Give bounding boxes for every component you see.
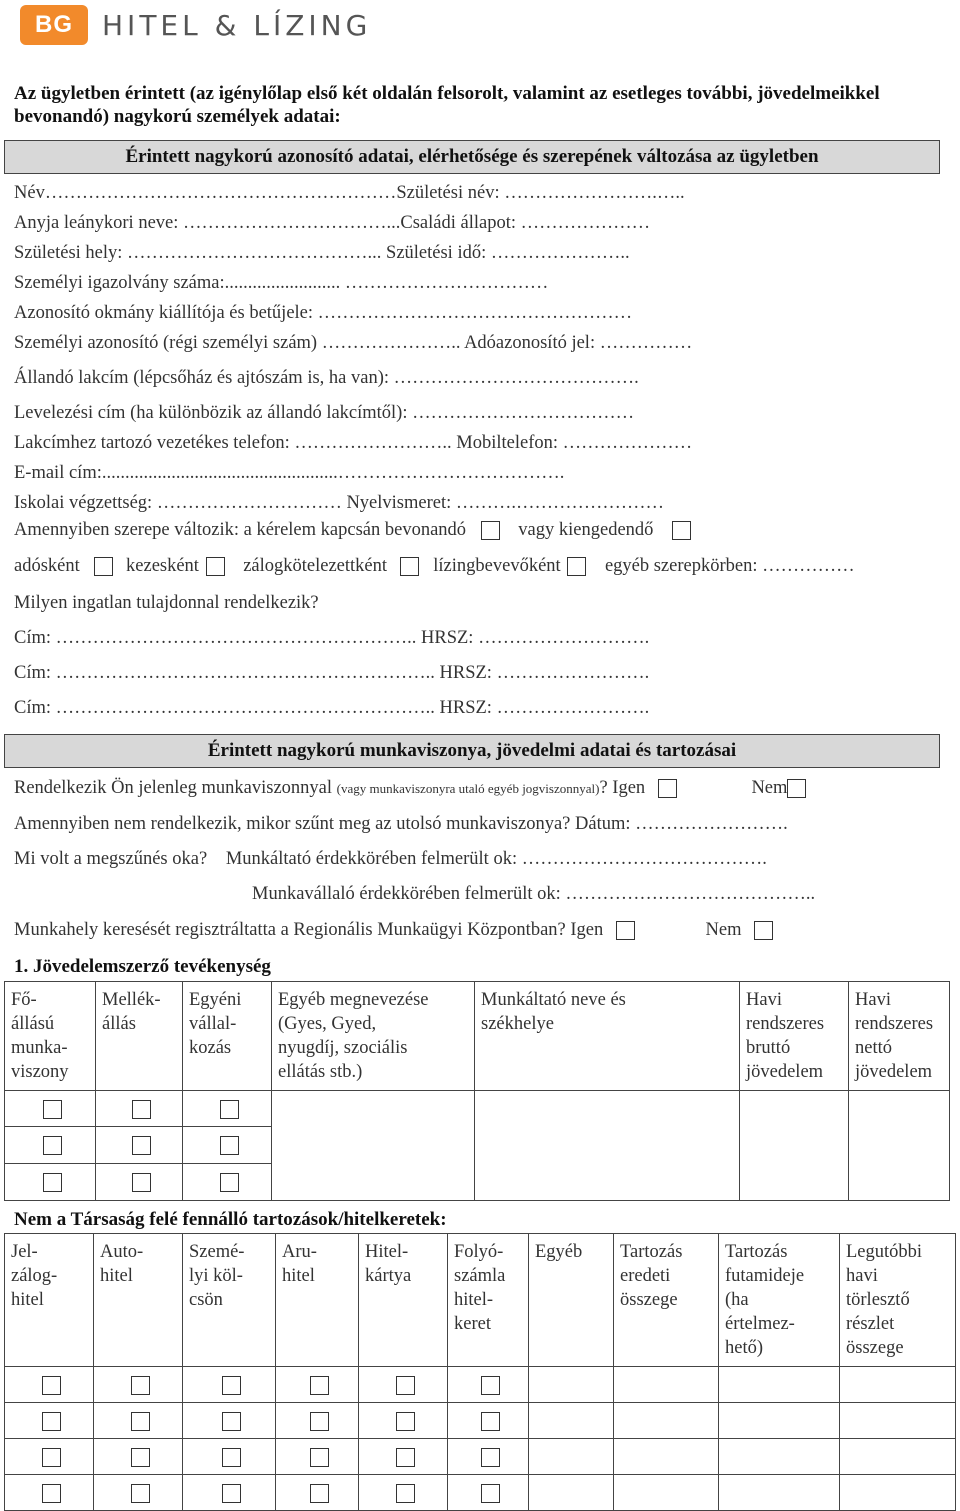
- debt-checkbox[interactable]: [396, 1448, 415, 1467]
- income-header: Egyéni vállal- kozás: [183, 982, 272, 1091]
- debt-header-row: [5, 1234, 956, 1367]
- job-search-yes-checkbox[interactable]: [616, 921, 635, 940]
- employer-cell[interactable]: [475, 1091, 740, 1201]
- income-checkbox[interactable]: [132, 1100, 151, 1119]
- debt-original-amount-cell[interactable]: [614, 1475, 719, 1511]
- debt-other-cell[interactable]: [529, 1403, 614, 1439]
- income-checkbox[interactable]: [43, 1100, 62, 1119]
- income-checkbox[interactable]: [220, 1100, 239, 1119]
- income-table: [4, 981, 950, 1201]
- debt-checkbox[interactable]: [310, 1484, 329, 1503]
- debt-header: Auto- hitel: [94, 1234, 183, 1367]
- income-checkbox[interactable]: [43, 1173, 62, 1192]
- email-line[interactable]: E-mail cím:...................................................……………………………….: [14, 463, 565, 483]
- debt-checkbox[interactable]: [131, 1484, 150, 1503]
- permanent-address-line[interactable]: Állandó lakcím (lépcsőház és ajtószám is, ha van): ………………………………….: [14, 368, 639, 388]
- lessee-checkbox[interactable]: [567, 557, 586, 576]
- property-question: Milyen ingatlan tulajdonnal rendelkezik?: [14, 593, 319, 613]
- debt-term-cell[interactable]: [719, 1367, 840, 1403]
- employment-no-label: Nem: [751, 778, 788, 798]
- birth-place-line[interactable]: Születési hely: …………………………………... Születési idő: …………………..: [14, 243, 630, 263]
- release-label: vagy kiengedendő: [518, 520, 654, 540]
- mother-name-line[interactable]: Anyja leánykori neve: ……………………………...Családi állapot: …………………: [14, 213, 651, 233]
- debt-original-amount-cell[interactable]: [614, 1367, 719, 1403]
- job-search-no-label: Nem: [705, 920, 742, 940]
- debt-checkbox[interactable]: [481, 1484, 500, 1503]
- employee-reason-field[interactable]: Munkavállaló érdekkörében felmerült ok: …………………………………..: [252, 884, 816, 904]
- debt-checkbox[interactable]: [42, 1412, 61, 1431]
- table-row: [5, 1439, 956, 1475]
- debt-checkbox[interactable]: [396, 1412, 415, 1431]
- role-change-line: [14, 520, 691, 541]
- debt-header: Aru- hitel: [276, 1234, 359, 1367]
- income-checkbox[interactable]: [220, 1136, 239, 1155]
- table-row: [5, 1475, 956, 1511]
- income-title: 1. Jövedelemszerző tevékenység: [14, 956, 271, 977]
- gross-income-cell[interactable]: [740, 1091, 849, 1201]
- guarantor-label: kezesként: [126, 556, 199, 576]
- income-header: Egyéb megnevezése (Gyes, Gyed, nyugdíj, szociális ellátás stb.): [272, 982, 475, 1091]
- lessee-label: lízingbevevőként: [433, 556, 561, 576]
- release-checkbox[interactable]: [672, 521, 691, 540]
- debt-other-cell[interactable]: [529, 1439, 614, 1475]
- personal-id-line[interactable]: Személyi azonosító (régi személyi szám) ………………….. Adóazonosító jel: ……………: [14, 333, 693, 353]
- debt-header: Tartozás futamideje (ha értelmez- hető): [719, 1234, 840, 1367]
- property-line-2[interactable]: Cím: …………………………………………………….. HRSZ: …………………….: [14, 663, 650, 683]
- debt-header: Jel- zálog- hitel: [5, 1234, 94, 1367]
- debt-other-cell[interactable]: [529, 1475, 614, 1511]
- debt-checkbox[interactable]: [310, 1376, 329, 1395]
- debt-checkbox[interactable]: [310, 1412, 329, 1431]
- income-checkbox[interactable]: [220, 1173, 239, 1192]
- debt-header: Egyéb: [529, 1234, 614, 1367]
- debt-header: Tartozás eredeti összege: [614, 1234, 719, 1367]
- job-search-line: [14, 920, 773, 941]
- debt-header: Hitel- kártya: [359, 1234, 448, 1367]
- debtor-checkbox[interactable]: [94, 557, 113, 576]
- debt-term-cell[interactable]: [719, 1403, 840, 1439]
- table-row: [5, 1403, 956, 1439]
- mailing-address-line[interactable]: Levelezési cím (ha különbözik az állandó lakcímtől): ………………………………: [14, 403, 635, 423]
- debt-installment-cell[interactable]: [840, 1367, 956, 1403]
- debt-installment-cell[interactable]: [840, 1475, 956, 1511]
- job-search-no-checkbox[interactable]: [754, 921, 773, 940]
- debt-header: Szemé- lyi köl- csön: [183, 1234, 276, 1367]
- guarantor-checkbox[interactable]: [206, 557, 225, 576]
- debt-checkbox[interactable]: [222, 1376, 241, 1395]
- debt-checkbox[interactable]: [396, 1376, 415, 1395]
- debt-original-amount-cell[interactable]: [614, 1403, 719, 1439]
- id-card-line[interactable]: Személyi igazolvány száma:......................... ……………………………: [14, 273, 549, 293]
- debt-checkbox[interactable]: [42, 1448, 61, 1467]
- debt-checkbox[interactable]: [481, 1376, 500, 1395]
- employment-yes-checkbox[interactable]: [658, 779, 677, 798]
- debt-installment-cell[interactable]: [840, 1439, 956, 1475]
- debt-table: [4, 1233, 956, 1511]
- termination-date-line[interactable]: Amennyiben nem rendelkezik, mikor szűnt meg az utolsó munkaviszonya? Dátum: …………………….: [14, 814, 788, 834]
- income-header: Havi rendszeres bruttó jövedelem: [740, 982, 849, 1091]
- other-role-field[interactable]: egyéb szerepkörben: ……………: [604, 556, 855, 576]
- debt-header: Legutóbbi havi törlesztő részlet összege: [840, 1234, 956, 1367]
- income-checkbox[interactable]: [43, 1136, 62, 1155]
- employment-no-checkbox[interactable]: [787, 779, 806, 798]
- table-row: [5, 1091, 950, 1127]
- employer-reason-field[interactable]: Munkáltató érdekkörében felmerült ok: ………………………………….: [225, 849, 767, 869]
- debt-checkbox[interactable]: [222, 1448, 241, 1467]
- property-line-1[interactable]: Cím: ………………………………………………….. HRSZ: ……………………….: [14, 628, 650, 648]
- debt-title: Nem a Társaság felé fennálló tartozások/hitelkeretek:: [14, 1209, 447, 1230]
- pledger-label: zálogkötelezettként: [243, 556, 388, 576]
- involve-checkbox[interactable]: [481, 521, 500, 540]
- debt-checkbox[interactable]: [131, 1448, 150, 1467]
- debt-checkbox[interactable]: [131, 1376, 150, 1395]
- employment-question: [14, 778, 806, 799]
- debt-original-amount-cell[interactable]: [614, 1439, 719, 1475]
- employment-yes-label: ? Igen: [599, 778, 646, 798]
- debt-header: Folyó- számla hitel- keret: [448, 1234, 529, 1367]
- debt-term-cell[interactable]: [719, 1475, 840, 1511]
- income-checkbox[interactable]: [132, 1173, 151, 1192]
- income-header: Fő- állású munka- viszony: [5, 982, 96, 1091]
- debt-checkbox[interactable]: [222, 1484, 241, 1503]
- brand-name: HITEL & LÍZING: [102, 8, 372, 42]
- termination-reason-line: [14, 849, 767, 870]
- income-header: Mellék- állás: [96, 982, 183, 1091]
- brand-logo: [20, 5, 371, 45]
- debt-checkbox[interactable]: [481, 1412, 500, 1431]
- debt-checkbox[interactable]: [42, 1484, 61, 1503]
- employment-question-note: (vagy munkaviszonyra utaló egyéb jogviszonnyal): [336, 781, 600, 796]
- debtor-label: adósként: [14, 556, 80, 576]
- income-header: Havi rendszeres nettó jövedelem: [849, 982, 950, 1091]
- debt-checkbox[interactable]: [222, 1412, 241, 1431]
- intro-text: Az ügyletben érintett (az igénylőlap első két oldalán felsorolt, valamint az esetleges további, jövedelmeikkel bevonandó) nagykorú személyek adatai:: [14, 83, 880, 127]
- phone-line[interactable]: Lakcímhez tartozó vezetékes telefon: …………………….. Mobiltelefon: …………………: [14, 433, 693, 453]
- job-search-label: Munkahely keresését regisztráltatta a Regionális Munkaügyi Központban? Igen: [14, 920, 604, 940]
- debt-checkbox[interactable]: [396, 1484, 415, 1503]
- income-header: Munkáltató neve és székhelye: [475, 982, 740, 1091]
- debt-checkbox[interactable]: [42, 1376, 61, 1395]
- section2-title: Érintett nagykorú munkaviszonya, jövedelmi adatai és tartozásai: [4, 734, 940, 768]
- net-income-cell[interactable]: [849, 1091, 950, 1201]
- section1-title: Érintett nagykorú azonosító adatai, elérhetősége és szerepének változása az ügyletben: [4, 140, 940, 174]
- debt-checkbox[interactable]: [310, 1448, 329, 1467]
- role-change-label: Amennyiben szerepe változik: a kérelem kapcsán bevonandó: [14, 520, 467, 540]
- debt-other-cell[interactable]: [529, 1367, 614, 1403]
- table-row: [5, 1367, 956, 1403]
- termination-reason-label: Mi volt a megszűnés oka?: [14, 849, 208, 869]
- education-line[interactable]: Iskolai végzettség: ………………………… Nyelvismeret: ……….……………………: [14, 493, 664, 513]
- property-line-3[interactable]: Cím: …………………………………………………….. HRSZ: …………………….: [14, 698, 650, 718]
- debt-term-cell[interactable]: [719, 1439, 840, 1475]
- debt-checkbox[interactable]: [481, 1448, 500, 1467]
- role-options-line: [14, 556, 855, 577]
- brand-badge: BG: [20, 5, 88, 45]
- pledger-checkbox[interactable]: [400, 557, 419, 576]
- income-checkbox[interactable]: [132, 1136, 151, 1155]
- debt-checkbox[interactable]: [131, 1412, 150, 1431]
- debt-installment-cell[interactable]: [840, 1403, 956, 1439]
- id-issuer-line[interactable]: Azonosító okmány kiállítója és betűjele: ……………………………………………: [14, 303, 633, 323]
- name-line[interactable]: Név…………………………………………………Születési név: …………………….…..: [14, 183, 685, 203]
- employment-question-text: Rendelkezik Ön jelenleg munkaviszonnyal: [14, 778, 333, 798]
- other-income-cell[interactable]: [272, 1091, 475, 1201]
- income-header-row: [5, 982, 950, 1091]
